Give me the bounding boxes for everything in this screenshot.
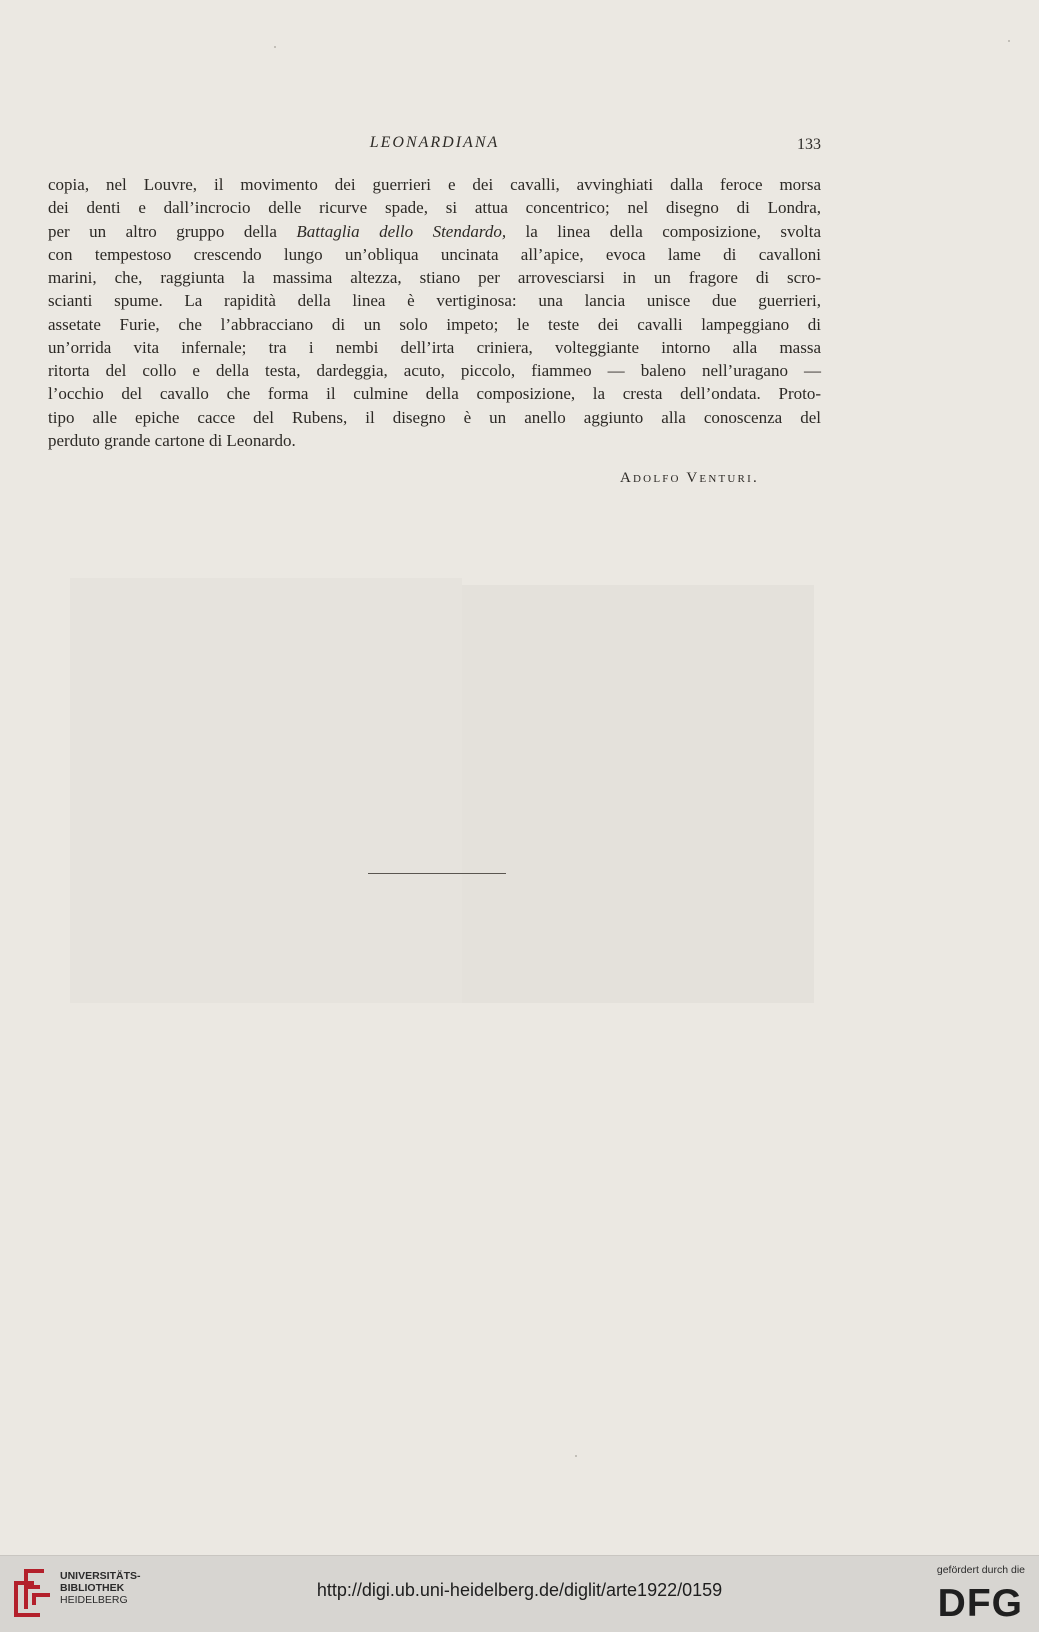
running-head: [48, 134, 821, 158]
text-line: dei denti e dall’incrocio delle ricurve spade, si attua concentrico; nel disegno di Londra,: [48, 198, 821, 218]
text-line: copia, nel Louvre, il movimento dei guerrieri e dei cavalli, avvinghiati dalla feroce morsa: [48, 175, 821, 194]
permalink-url[interactable]: http://digi.ub.uni-heidelberg.de/diglit/arte1922/0159: [316, 1580, 723, 1600]
text-line: l’occhio del cavallo che forma il culmine della composizione, la cresta dell’ondata. Proto-: [48, 384, 821, 404]
text-line: con tempestoso crescendo lungo un’obliqua uncinata all’apice, evoca lame di cavalloni: [48, 244, 821, 264]
author-signature: Adolfo Venturi.: [620, 470, 759, 486]
artwork-title: Battaglia dello Stendardo,: [296, 221, 507, 241]
library-name-line: BIBLIOTHEK: [60, 1582, 125, 1594]
text-line: ritorta del collo e della testa, dardeggia, acuto, piccolo, fiammeo — baleno nell’uragano —: [48, 361, 821, 380]
digitization-footer: [0, 1555, 1039, 1632]
library-name-line: HEIDELBERG: [60, 1594, 128, 1606]
text-line: perduto grande cartone di Leonardo.: [48, 430, 296, 450]
running-title: LEONARDIANA: [369, 134, 500, 151]
paper-speck: [575, 1455, 577, 1457]
text-line: un’orrida vita infernale; tra i nembi dell’irta criniera, volteggiante intorno alla massa: [48, 337, 821, 357]
show-through-area: [70, 578, 462, 1003]
show-through-area: [462, 585, 814, 1003]
paper-speck: [274, 46, 276, 48]
text-line: assetate Furie, che l’abbracciano di un solo impeto; le teste dei cavalli lampeggiano di: [48, 314, 821, 334]
section-divider: [368, 873, 506, 874]
library-name-line: UNIVERSITÄTS-: [60, 1570, 141, 1582]
text-fragment: la linea della composizione, svolta: [506, 221, 822, 241]
text-line: marini, che, raggiunta la massima altezza, stiano per arrovesciarsi in un fragore di scro-: [48, 268, 821, 287]
paper-speck: [1008, 40, 1010, 42]
text-fragment: per un altro gruppo della: [48, 221, 297, 241]
funding-caption: gefördert durch die: [936, 1564, 1025, 1576]
dfg-logo-icon: DFG: [937, 1582, 1023, 1625]
text-line: tipo alle epiche cacce del Rubens, il disegno è un anello aggiunto alla conoscenza del: [48, 407, 821, 427]
text-line: [48, 220, 821, 243]
article-text: [48, 173, 821, 452]
page-number: 133: [797, 136, 821, 153]
text-line: scianti spume. La rapidità della linea è vertiginosa: una lancia unisce due guerrieri,: [48, 291, 821, 311]
